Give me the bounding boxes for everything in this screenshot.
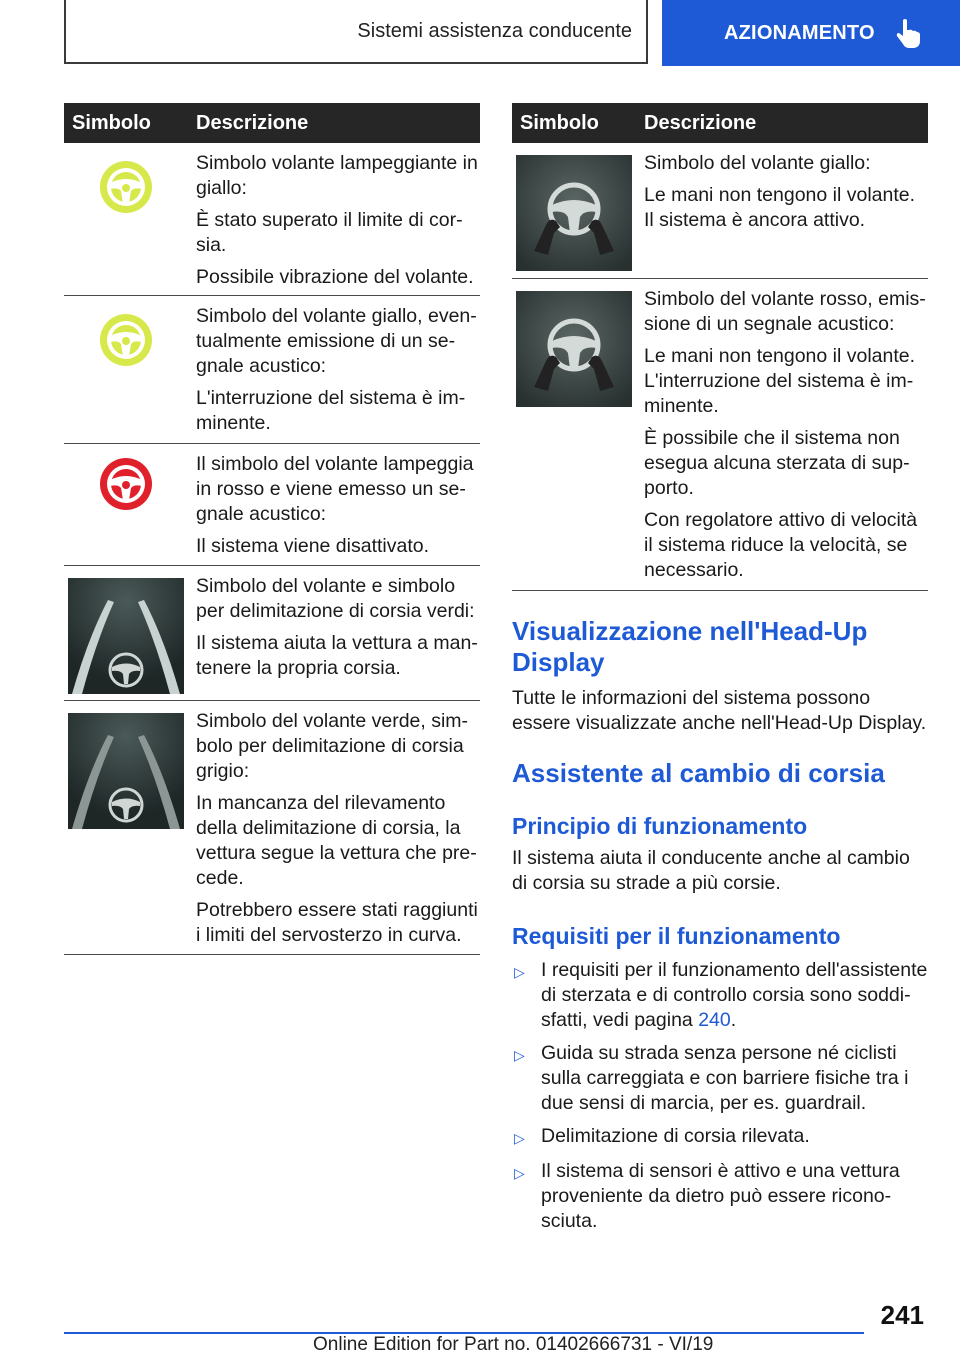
right-symbol-table (512, 103, 928, 591)
table-row (64, 296, 480, 444)
punctuation: . (730, 1009, 737, 1031)
row-description (636, 287, 928, 581)
list-item (512, 1159, 930, 1234)
hands-on-wheel-red-image (516, 291, 632, 407)
steering-wheel-yellow-icon (98, 159, 154, 215)
principle-section (512, 812, 930, 896)
table-header (512, 103, 928, 143)
col-symbol-header: Simbolo (520, 111, 599, 134)
bullet-triangle-icon: ▷ (514, 1165, 525, 1181)
chapter-title: AZIONAMENTO (724, 21, 875, 44)
requirements-section (512, 922, 930, 1242)
paragraph: Tutte le informazioni del sistema possono essere visualizzate anche nell'Head-Up Display. (512, 687, 927, 734)
row-description (188, 304, 480, 434)
table-row (512, 279, 928, 591)
description-line: Simbolo del volante giallo: (644, 152, 871, 174)
description-line: Possibile vibrazione del volante. (196, 266, 474, 288)
left-symbol-table (64, 103, 480, 955)
description-line: Il sistema aiuta la vettura a mantenere la propria corsia. (196, 632, 478, 679)
description-line: Il sistema viene disattivato. (196, 535, 430, 557)
bullet-triangle-icon: ▷ (514, 1130, 525, 1146)
list-item-text: I requisiti per il funzionamento dell'assistente di sterzata e di controllo corsia sono soddisfatti, vedi pagina (541, 959, 928, 1031)
description-line: Potrebbero essere stati raggiunti i limiti del servosterzo in curva. (196, 899, 478, 946)
list-item (512, 1124, 930, 1151)
page-link[interactable]: 240 (698, 1009, 731, 1031)
description-line: Con regolatore attivo di velocità il sistema riduce la velocità, se necessario. (644, 509, 918, 581)
lane-display-green-image (68, 578, 184, 694)
table-row (64, 143, 480, 296)
subsection-heading: Requisiti per il funzionamento (512, 923, 841, 949)
description-line: Simbolo volante lampeggiante in giallo: (196, 152, 478, 199)
row-description (188, 452, 480, 557)
steering-wheel-yellow-icon (98, 312, 154, 368)
table-header (64, 103, 480, 143)
col-description-header: Descrizione (644, 111, 757, 134)
section-title: Sistemi assistenza conducente (357, 19, 632, 42)
hud-section (512, 616, 930, 736)
bullet-triangle-icon: ▷ (514, 1047, 525, 1063)
list-item-text: Il sistema di sensori è attivo e una vettura proveniente da dietro può essere riconosciuta. (541, 1160, 900, 1232)
lane-change-section (512, 758, 930, 789)
list-item-text: Guida su strada senza persone né ciclisti sulla carreggiata e con barriere fisiche tra i due sensi di marcia, per es. guardrail. (541, 1042, 909, 1114)
description-line: È stato superato il limite di corsia. (196, 209, 463, 256)
list-item (512, 1041, 930, 1116)
steering-wheel-red-icon (98, 456, 154, 512)
row-description (188, 709, 480, 946)
description-line: Le mani non tengono il volante. Il sistema è ancora attivo. (644, 184, 916, 231)
lane-display-grey-image (68, 713, 184, 829)
bullet-triangle-icon: ▷ (514, 964, 525, 980)
row-description (188, 574, 480, 688)
list-item (512, 958, 930, 1033)
description-line: È possibile che il sistema non esegua alcuna sterzata di supporto. (644, 427, 910, 499)
table-row (512, 143, 928, 279)
row-description (188, 151, 480, 288)
section-header (64, 0, 648, 64)
chapter-header (662, 0, 960, 66)
description-line: L'interruzione del sistema è imminente. (196, 387, 466, 434)
col-symbol-header: Simbolo (72, 111, 151, 134)
section-heading: Visualizzazione nell'Head-Up Display (512, 616, 868, 677)
hands-on-wheel-yellow-image (516, 155, 632, 271)
row-description (636, 151, 928, 266)
description-line: In mancanza del rilevamento della delimitazione di corsia, la vettura segue la vettura che precede. (196, 792, 477, 889)
table-row (64, 566, 480, 701)
description-line: Le mani non tengono il volante. L'interruzione del sistema è imminente. (644, 345, 916, 417)
page-number: 241 (880, 1300, 924, 1330)
table-row (64, 444, 480, 566)
pointing-hand-icon (895, 18, 921, 48)
subsection-heading: Principio di funzionamento (512, 813, 808, 839)
section-heading: Assistente al cambio di corsia (512, 758, 885, 788)
requirements-list (512, 958, 930, 1234)
edition-footer: Online Edition for Part no. 01402666731 - VI/19 (313, 1334, 714, 1355)
list-item-text: Delimitazione di corsia rilevata. (541, 1125, 810, 1147)
description-line: Simbolo del volante rosso, emissione di un segnale acustico: (644, 288, 926, 335)
description-line: Il simbolo del volante lampeggia in rosso e viene emesso un segnale acustico: (196, 453, 474, 525)
table-row (64, 701, 480, 955)
col-description-header: Descrizione (196, 111, 309, 134)
paragraph: Il sistema aiuta il conducente anche al cambio di corsia su strade a più corsie. (512, 847, 910, 894)
description-line: Simbolo del volante verde, simbolo per delimitazione di corsia grigio: (196, 710, 469, 782)
description-line: Simbolo del volante giallo, eventualmente emissione di un segnale acustico: (196, 305, 477, 377)
description-line: Simbolo del volante e simbolo per delimitazione di corsia verdi: (196, 575, 475, 622)
